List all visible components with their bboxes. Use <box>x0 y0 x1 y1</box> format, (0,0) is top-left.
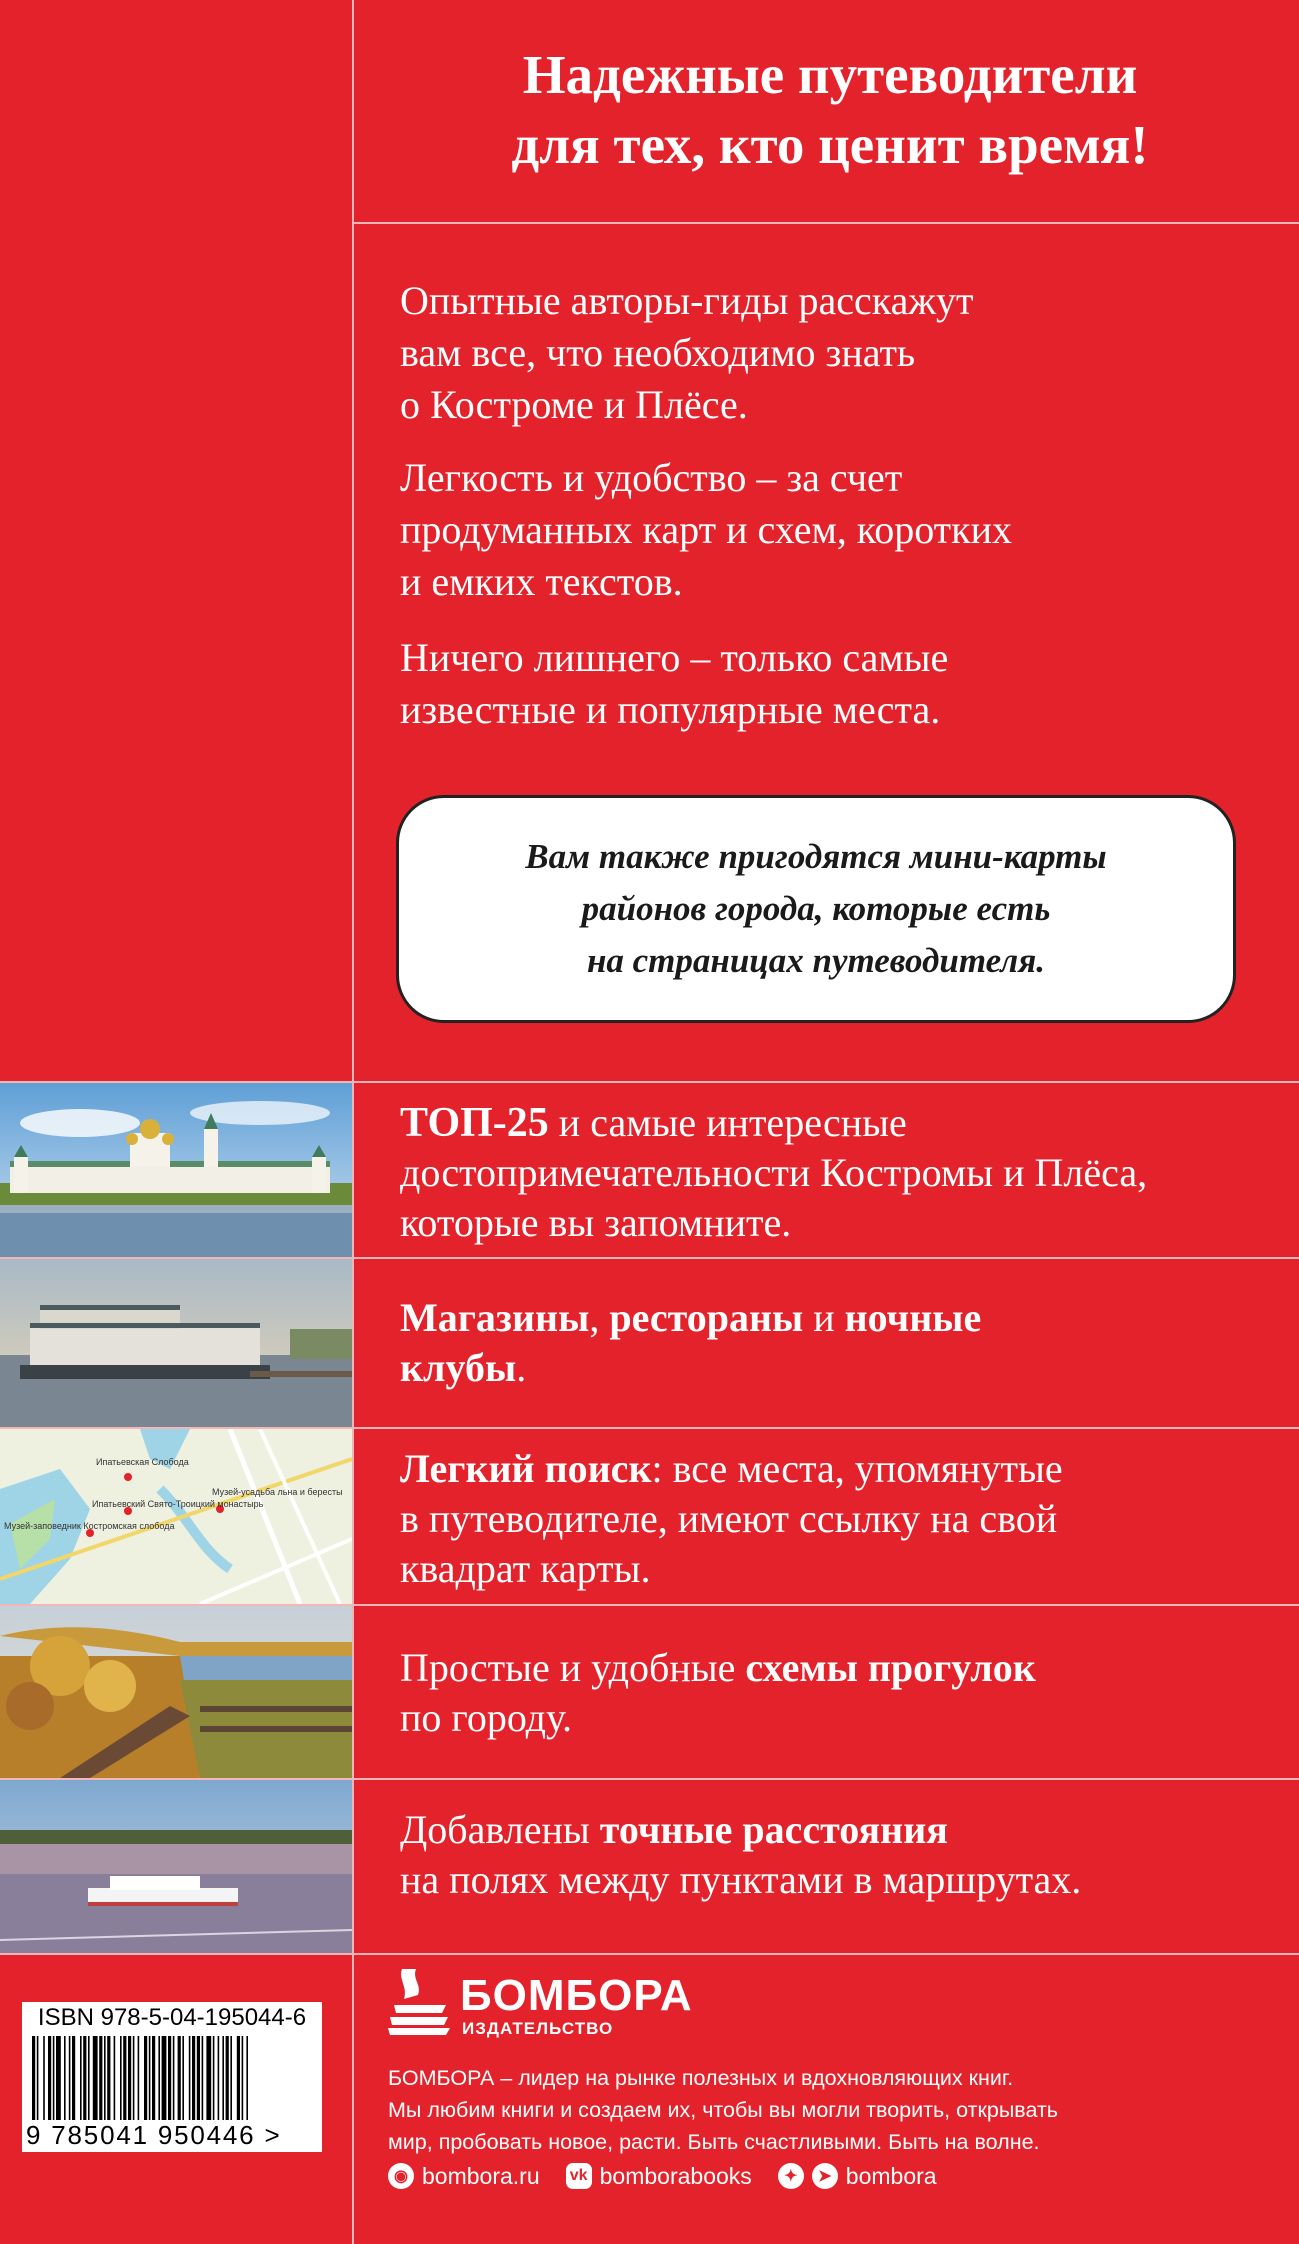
map-label: Ипатьевский Свято-Троицкий монастырь <box>92 1499 264 1509</box>
barcode-bar <box>226 2036 229 2120</box>
barcode-bars <box>26 2036 318 2120</box>
barcode-bar <box>99 2036 102 2120</box>
publisher-sub: ИЗДАТЕЛЬСТВО <box>462 2019 614 2038</box>
vk-link[interactable] <box>566 2163 752 2190</box>
barcode-bar <box>149 2036 151 2120</box>
feature-bold: Магазины <box>400 1295 590 1340</box>
text-line: Опытные авторы-гиды расскажут <box>400 278 974 323</box>
text-line: вам все, что необходимо знать <box>400 330 916 375</box>
barcode-bar <box>37 2036 39 2120</box>
barcode-bar <box>138 2036 140 2120</box>
feature-text: на полях между пунктами в маршрутах. <box>400 1857 1082 1902</box>
barcode-bar <box>88 2036 90 2120</box>
feature-shops <box>400 1293 1270 1393</box>
autumn-photo <box>0 1606 352 1778</box>
feature-bold: схемы прогулок <box>745 1645 1036 1690</box>
barcode-bar <box>123 2036 126 2120</box>
headline-line: для тех, кто ценит время! <box>511 114 1149 175</box>
feature-text: . <box>516 1345 527 1390</box>
note-box <box>396 795 1236 1023</box>
column-divider <box>352 0 354 2244</box>
barcode-bar <box>237 2036 240 2120</box>
barcode-bar <box>72 2036 75 2120</box>
publisher-name: БОМБОРА <box>460 1971 693 2020</box>
feature-bold: рестораны <box>609 1295 804 1340</box>
text-line: известные и популярные места. <box>400 687 941 732</box>
monastery-photo <box>0 1083 352 1257</box>
headline <box>380 40 1280 180</box>
publisher-about <box>388 2062 1268 2158</box>
divider <box>0 1953 1299 1955</box>
intro-paragraph <box>400 452 1260 608</box>
feature-walks <box>400 1643 1270 1743</box>
feature-search <box>400 1444 1270 1594</box>
barcode-bar <box>83 2036 86 2120</box>
feature-bold: клубы <box>400 1345 517 1390</box>
barcode-bar <box>152 2036 155 2120</box>
feature-text: и <box>803 1295 845 1340</box>
barcode-bar <box>242 2036 244 2120</box>
divider <box>352 222 1299 224</box>
map-image <box>0 1429 352 1604</box>
feature-text: в путеводителе, имеют ссылку на свой <box>400 1496 1058 1541</box>
feature-text: и самые интересные <box>548 1100 907 1145</box>
about-line: мир, пробовать новое, расти. Быть счастливыми. Быть на волне. <box>388 2130 1040 2154</box>
barcode-bar <box>173 2036 175 2120</box>
globe-icon: ◉ <box>388 2163 414 2189</box>
feature-text: достопримечательности Костромы и Плёса, <box>400 1150 1148 1195</box>
feature-bold: Легкий поиск <box>400 1446 652 1491</box>
feature-text: Добавлены <box>400 1807 600 1852</box>
river-photo <box>0 1780 352 1953</box>
website-label: bombora.ru <box>422 2162 540 2189</box>
barcode-bar <box>202 2036 204 2120</box>
barcode-bar <box>53 2036 55 2120</box>
barcode-bar <box>230 2036 232 2120</box>
barcode-bar <box>43 2036 45 2120</box>
social-links <box>388 2158 963 2194</box>
isbn-barcode <box>22 2002 322 2152</box>
text-line: о Костроме и Плёсе. <box>400 382 748 427</box>
map-label: Музей-усадьба льна и бересты <box>212 1487 343 1497</box>
publisher-logo <box>388 1965 693 2045</box>
barcode-bar <box>197 2036 200 2120</box>
barcode-bar <box>69 2036 71 2120</box>
feature-text: которые вы запомните. <box>400 1200 792 1245</box>
note-line: Вам также пригодятся мини-карты <box>525 837 1107 876</box>
barcode-bar <box>48 2036 51 2120</box>
barcode-bar <box>104 2036 106 2120</box>
bombora-logo-icon <box>388 1965 452 2035</box>
map-label: Музей-заповедник Костромская слобода <box>4 1521 175 1531</box>
feature-text: по городу. <box>400 1695 573 1740</box>
star-icon: ✦ <box>778 2163 804 2189</box>
barcode-bar <box>158 2036 160 2120</box>
feature-text: квадрат карты. <box>400 1546 651 1591</box>
messenger-link[interactable] <box>778 2163 937 2190</box>
about-line: БОМБОРА – лидер на рынке полезных и вдохновляющих книг. <box>388 2066 1014 2090</box>
barcode-bar <box>128 2036 131 2120</box>
feature-distances <box>400 1805 1270 1905</box>
note-line: районов города, которые есть <box>581 889 1051 928</box>
barcode-bar <box>182 2036 184 2120</box>
barcode-bar <box>114 2036 116 2120</box>
ean-digits: 9 785041 950446 > <box>26 2120 282 2150</box>
barcode-bar <box>32 2036 35 2120</box>
about-line: Мы любим книги и создаем их, чтобы вы могли творить, открывать <box>388 2098 1058 2122</box>
barcode-bar <box>206 2036 211 2120</box>
barcode-bar <box>168 2036 171 2120</box>
feature-bold: ТОП-25 <box>400 1100 549 1146</box>
map-label: Ипатьевская Слобода <box>96 1457 189 1467</box>
messenger-label: bombora <box>845 2162 937 2189</box>
barcode-bar <box>120 2036 122 2120</box>
website-link[interactable] <box>388 2163 540 2190</box>
text-line: и емких текстов. <box>400 559 683 604</box>
barcode-bar <box>56 2036 61 2120</box>
text-line: Ничего лишнего – только самые <box>400 635 949 680</box>
feature-text: , <box>589 1295 610 1340</box>
feature-top25 <box>400 1098 1270 1248</box>
feature-bold: ночные <box>844 1295 982 1340</box>
headline-line: Надежные путеводители <box>522 44 1138 105</box>
telegram-icon: ➤ <box>812 2163 838 2189</box>
barcode-bar <box>64 2036 66 2120</box>
barcode-bar <box>107 2036 110 2120</box>
note-line: на страницах путеводителя. <box>586 941 1046 980</box>
barcode-bar <box>213 2036 215 2120</box>
barcode-bar <box>192 2036 195 2120</box>
feature-text: : все места, упомянутые <box>651 1446 1063 1491</box>
barcode-bar <box>133 2036 135 2120</box>
barcode-bar <box>80 2036 82 2120</box>
pier-photo <box>0 1259 352 1427</box>
barcode-bar <box>218 2036 220 2120</box>
feature-text: Простые и удобные <box>400 1645 746 1690</box>
barcode-bar <box>222 2036 224 2120</box>
barcode-bar <box>93 2036 98 2120</box>
barcode-bar <box>162 2036 167 2120</box>
barcode-bar <box>178 2036 181 2120</box>
intro-paragraph <box>400 632 1260 736</box>
text-line: Легкость и удобство – за счет <box>400 455 903 500</box>
vk-label: bomborabooks <box>599 2162 752 2189</box>
barcode-bar <box>189 2036 191 2120</box>
barcode-bar <box>144 2036 147 2120</box>
barcode-bar <box>246 2036 248 2120</box>
vk-icon: vk <box>566 2163 592 2189</box>
isbn-text: ISBN 978-5-04-195044-6 <box>37 2004 307 2031</box>
intro-paragraph <box>400 275 1260 431</box>
text-line: продуманных карт и схем, коротких <box>400 507 1012 552</box>
feature-bold: точные расстояния <box>599 1807 948 1852</box>
